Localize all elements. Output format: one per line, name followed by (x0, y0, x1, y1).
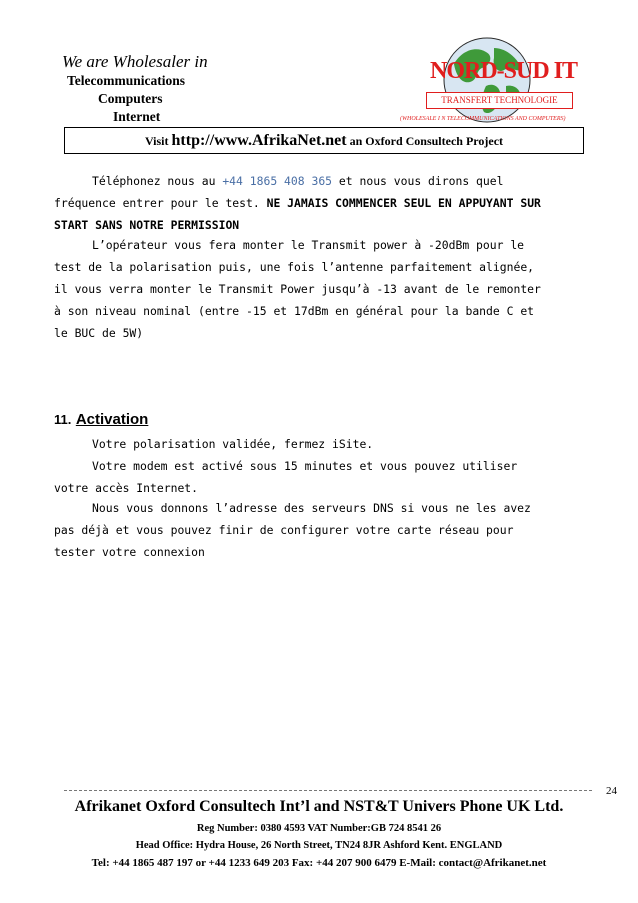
p1-line-2 (54, 196, 541, 210)
visit-url-link[interactable]: http://www.AfrikaNet.net (171, 132, 347, 149)
logo-tagline: TRANSFERT TECHNOLOGIE (426, 92, 573, 109)
company-logo (400, 36, 580, 128)
s-line-3: votre accès Internet. (54, 481, 199, 495)
p1-text-c: fréquence entrer pour le test. (54, 196, 267, 210)
p2-line-4: à son niveau nominal (entre -15 et 17dBm en général pour la bande C et (54, 304, 535, 318)
page-number: 24 (606, 785, 617, 797)
warning-text-2: START SANS NOTRE PERMISSION (54, 218, 240, 232)
section-number: 11. (54, 412, 72, 427)
phone-number: +44 1865 408 365 (222, 174, 333, 188)
section-title: Activation (75, 411, 149, 428)
p1-text-b: et nous vous dirons quel (332, 174, 504, 188)
s-line-2: Votre modem est activé sous 15 minutes et vous pouvez utiliser (92, 459, 518, 473)
header-telecom: Telecommunications (67, 73, 185, 88)
header-internet: Internet (113, 109, 161, 124)
s-line-1: Votre polarisation validée, fermez iSite. (92, 437, 374, 451)
s-line-6: tester votre connexion (54, 545, 205, 559)
visit-suffix: an Oxford Consultech Project (346, 134, 504, 148)
warning-text: NE JAMAIS COMMENCER SEUL EN APPUYANT SUR (266, 196, 541, 210)
p2-line-1: L’opérateur vous fera monter le Transmit power à -20dBm pour le (92, 238, 525, 252)
footer-reg: Reg Number: 0380 4593 VAT Number:GB 724 8541 26 (196, 823, 442, 834)
visit-prefix: Visit (144, 134, 172, 148)
visit-banner (64, 127, 584, 154)
header-computers: Computers (98, 91, 163, 106)
s-line-5: pas déjà et vous pouvez finir de configurer votre carte réseau pour (54, 523, 514, 537)
p2-line-5: le BUC de 5W) (54, 326, 144, 340)
p1-line-1 (92, 174, 504, 188)
footer-divider (64, 790, 592, 791)
section-heading (54, 411, 148, 429)
footer-contact: Tel: +44 1865 487 197 or +44 1233 649 203 Fax: +44 207 900 6479 E-Mail: contact@Afrikanet.net (91, 857, 547, 869)
p2-line-2: test de la polarisation puis, une fois l’antenne parfaitement alignée, (54, 260, 535, 274)
p2-line-3: il vous verra monter le Transmit Power jusqu’à -13 avant de le remonter (54, 282, 541, 296)
logo-name: NORD-SUD IT (430, 58, 578, 84)
logo-note: (WHOLESALE I N TELECOMMUNICATIONS AND COMPUTERS) (400, 116, 566, 122)
footer-company: Afrikanet Oxford Consultech Int’l and NST&T Univers Phone UK Ltd. (74, 798, 564, 815)
p1-text-a: Téléphonez nous au (92, 174, 223, 188)
s-line-4: Nous vous donnons l’adresse des serveurs DNS si vous ne les avez (92, 501, 531, 515)
footer-office: Head Office: Hydra House, 26 North Street, TN24 8JR Ashford Kent. ENGLAND (135, 840, 503, 851)
header-left (62, 52, 208, 72)
wholesaler-tagline: We are Wholesaler in (62, 52, 208, 71)
